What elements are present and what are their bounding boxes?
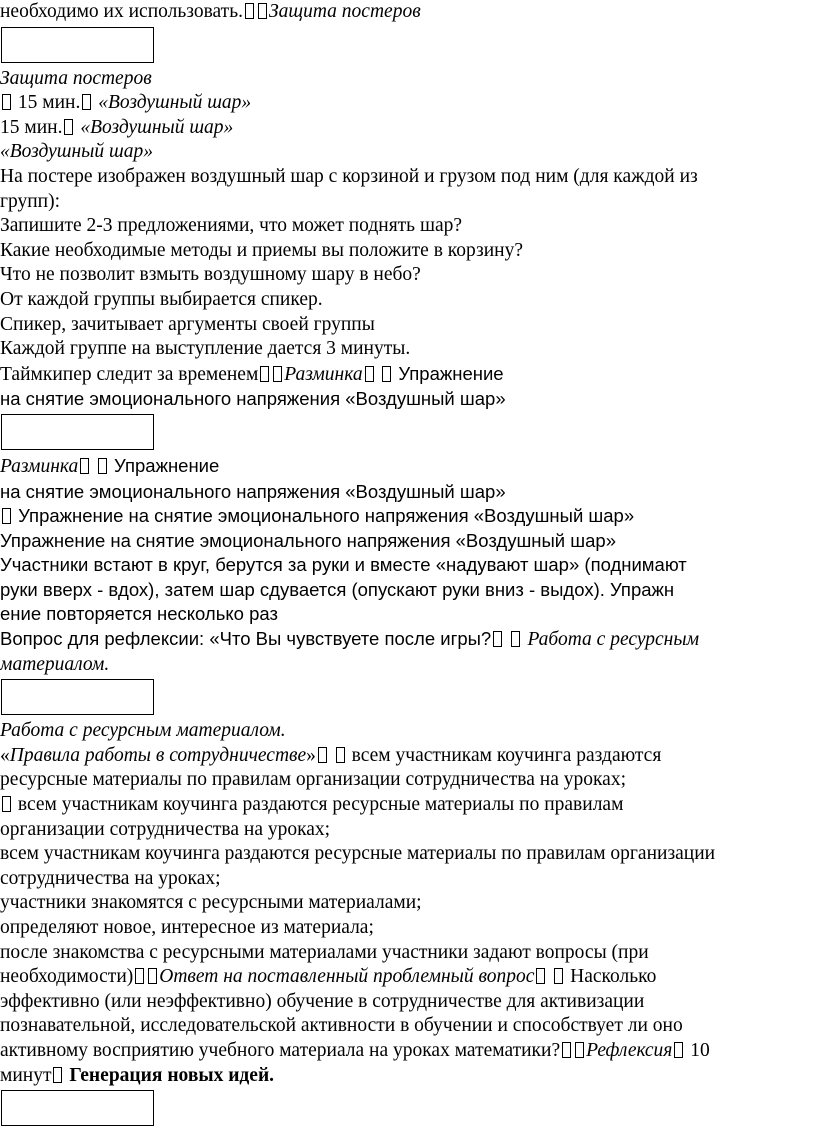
text-line: на снятие эмоционального напряжения «Воздушный шар» [0, 388, 506, 410]
text-line: руки вверх - вдох), затем шар сдувается (опускают руки вниз - выдох). Упражн [0, 578, 675, 600]
text-run: Упражнение [398, 362, 504, 384]
text-run-italic: Работа с ресурсным [527, 629, 700, 651]
missing-glyph-icon [336, 747, 345, 763]
missing-glyph-icon [2, 508, 11, 524]
image-placeholder-box [1, 27, 154, 63]
text-line: групп): [0, 190, 61, 212]
text-line [0, 744, 816, 769]
image-placeholder-box [1, 414, 154, 450]
image-placeholder-box [1, 679, 154, 715]
text-line [0, 965, 816, 990]
missing-glyph-icon [148, 968, 157, 984]
missing-glyph-icon [260, 366, 269, 382]
text-line [0, 362, 816, 388]
text-line: Каждой группе на выступление дается 3 минуты. [0, 338, 411, 360]
text-line: всем участникам коучинга раздаются ресурсные материалы по правилам организации [0, 843, 716, 865]
text-line: Запишите 2-3 предложениями, что может поднять шар? [0, 215, 463, 237]
text-run-italic: Правила работы в сотрудничестве [9, 744, 307, 766]
text-run: минут [0, 1064, 52, 1086]
image-placeholder-box [1, 1090, 154, 1126]
text-run: необходимости) [0, 966, 134, 988]
text-line: организации сотрудничества на уроках; [0, 818, 331, 840]
section-heading: Работа с ресурсным материалом. [0, 720, 286, 742]
text-line: сотрудничества на уроках; [0, 867, 221, 889]
text-line: на снятие эмоционального напряжения «Воздушный шар» [0, 480, 506, 502]
text-line [0, 91, 816, 116]
text-run: всем участникам коучинга раздаются [351, 744, 662, 766]
text-run: 10 [690, 1039, 710, 1061]
text-line: эффективно (или неэффективно) обучение в сотрудничестве для активизации [0, 990, 645, 1012]
text-run: Упражнение на снятие эмоционального напряжения «Воздушный шар» [18, 505, 635, 527]
text-run: Вопрос для рефлексии: «Что Вы чувствуете после игры? [0, 628, 492, 650]
text-run-italic: Рефлексия [586, 1039, 673, 1061]
text-run: Таймкипер следит за временем [0, 363, 259, 385]
text-run-italic: «Воздушный шар» [80, 116, 234, 138]
missing-glyph-icon [98, 458, 107, 474]
text-line [0, 454, 816, 480]
text-line [0, 627, 816, 653]
missing-glyph-icon [554, 968, 563, 984]
section-heading: «Воздушный шар» [0, 141, 153, 163]
missing-glyph-icon [245, 3, 254, 19]
missing-glyph-icon [258, 3, 267, 19]
text-run-italic: Разминка [284, 363, 363, 385]
text-run-italic: «Воздушный шар» [98, 92, 252, 114]
text-line: определяют новое, интересное из материала; [0, 917, 374, 938]
text-line: Участники встают в круг, берутся за руки и вместе «надувают шар» (поднимают [0, 554, 687, 576]
section-heading: Защита постеров [0, 67, 152, 89]
text-line: познавательной, исследовательской активности в обучении и способствует ли оно [0, 1015, 683, 1037]
missing-glyph-icon [575, 1042, 584, 1058]
text-line: после знакомства с ресурсными материалами участники задают вопросы (при [0, 941, 649, 963]
missing-glyph-icon [562, 1042, 571, 1058]
text-line: От каждой группы выбирается спикер. [0, 288, 323, 310]
text-line: материалом. [0, 653, 110, 675]
text-run: « [0, 744, 10, 766]
text-line: На постере изображен воздушный шар с корзиной и грузом под ним (для каждой из [0, 165, 698, 187]
text-line: Какие необходимые методы и приемы вы положите в корзину? [0, 239, 523, 261]
text-line: Спикер, зачитывает аргументы своей группы [0, 313, 375, 335]
text-run: активному восприятию учебного материала на уроках математики? [0, 1039, 561, 1061]
text-run-italic: Разминка [0, 455, 79, 477]
text-line [0, 793, 816, 818]
text-run-italic: Защита постеров [268, 1, 421, 22]
text-run-italic: Ответ на поставленный проблемный вопрос [159, 966, 535, 988]
missing-glyph-icon [493, 631, 502, 647]
missing-glyph-icon [64, 119, 73, 135]
text-run: всем участникам коучинга раздаются ресурсные материалы по правилам [17, 794, 624, 816]
missing-glyph-icon [318, 747, 327, 763]
missing-glyph-icon [674, 1042, 683, 1058]
text-line: ение повторяется несколько раз [0, 603, 278, 625]
missing-glyph-icon [511, 631, 520, 647]
text-line [0, 0, 816, 25]
text-run: Упражнение [114, 454, 220, 476]
missing-glyph-icon [273, 366, 282, 382]
missing-glyph-icon [365, 366, 374, 382]
text-line: ресурсные материалы по правилам организации сотрудничества на уроках; [0, 769, 627, 791]
missing-glyph-icon [82, 94, 91, 110]
missing-glyph-icon [2, 94, 11, 110]
missing-glyph-icon [2, 796, 11, 812]
text-line [0, 1039, 816, 1064]
missing-glyph-icon [536, 968, 545, 984]
text-line: участники знакомятся с ресурсными материалами; [0, 892, 422, 914]
missing-glyph-icon [53, 1067, 62, 1083]
text-line: Что не позволит взмыть воздушному шару в небо? [0, 264, 421, 286]
missing-glyph-icon [382, 366, 391, 382]
text-run: Насколько [570, 966, 657, 988]
text-line: Упражнение на снятие эмоционального напряжения «Воздушный шар» [0, 529, 616, 551]
text-line [0, 116, 816, 141]
text-run-bold: Генерация новых идей. [69, 1064, 275, 1086]
text-line [0, 1064, 816, 1089]
text-line [0, 504, 816, 529]
missing-glyph-icon [80, 458, 89, 474]
missing-glyph-icon [135, 968, 144, 984]
text-run: 15 мин. [17, 92, 81, 114]
text-run: необходимо их использовать. [0, 1, 243, 22]
text-run: 15 мин. [0, 116, 63, 138]
text-run: » [306, 744, 316, 766]
